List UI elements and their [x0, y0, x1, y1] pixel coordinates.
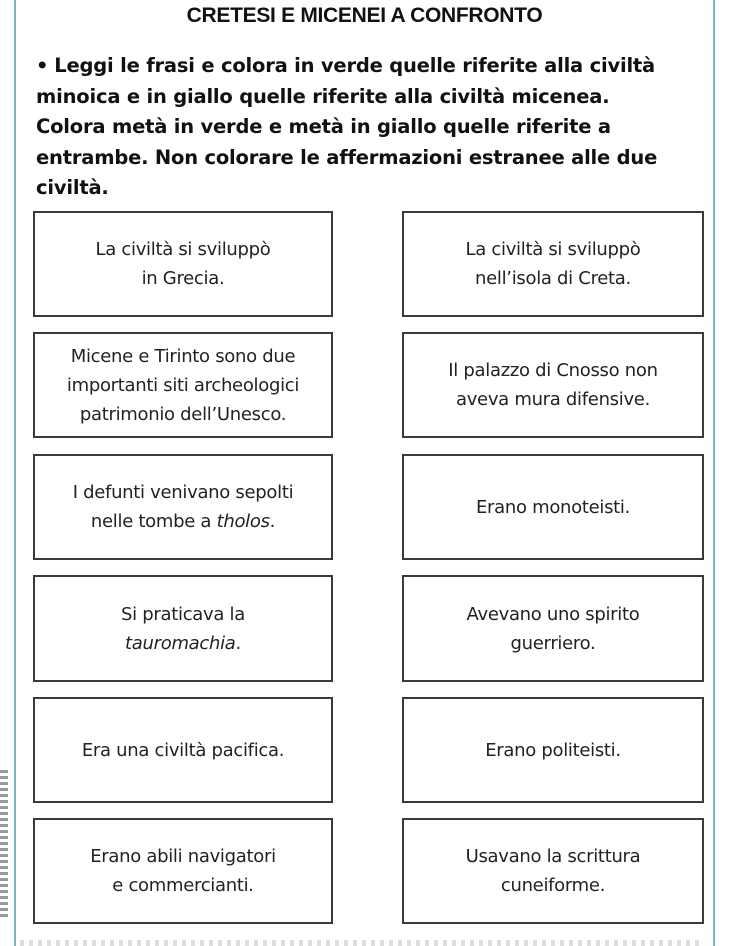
statement-card-polytheists[interactable]: [402, 697, 704, 803]
statement-card-knossos-walls[interactable]: [402, 332, 704, 438]
edge-print-mark: [0, 770, 8, 920]
bottom-edge-strip: [20, 940, 700, 946]
instructions: [36, 51, 704, 204]
card-text-italic: tholos: [216, 511, 270, 532]
statement-card-crete[interactable]: [402, 211, 704, 317]
card-text: .: [235, 632, 241, 654]
card-text: Erano abili navigatori: [90, 846, 276, 867]
card-text: Si praticava la: [121, 603, 245, 625]
statement-card-cuneiform[interactable]: [402, 818, 704, 924]
instructions-line-5: civiltà.: [36, 176, 109, 199]
page-frame-left: [14, 0, 16, 946]
statement-card-greece[interactable]: [33, 211, 333, 317]
instructions-line-4: entrambe. Non colorare le affermazioni estranee alle due: [36, 145, 658, 169]
card-text: Micene e Tirinto sono due: [70, 345, 296, 367]
card-text: in Grecia.: [141, 268, 225, 289]
card-text: guerriero.: [510, 632, 596, 654]
statement-card-unesco-sites[interactable]: [33, 332, 333, 438]
card-text: La civiltà si sviluppò: [465, 239, 641, 260]
card-text: patrimonio dell’Unesco.: [79, 403, 287, 425]
worksheet-title: CRETESI E MICENEI A CONFRONTO: [186, 4, 543, 27]
card-text-line: [73, 507, 294, 536]
card-text: importanti siti archeologici: [66, 374, 300, 396]
statement-card-warrior-spirit[interactable]: [402, 575, 704, 682]
instructions-line-2: minoica e in giallo quelle riferite alla civiltà micenea.: [36, 84, 610, 108]
card-text: nelle tombe a: [90, 511, 217, 532]
card-text-italic: tauromachia: [125, 632, 236, 654]
card-text: cuneiforme.: [500, 875, 606, 896]
card-text: Erano monoteisti.: [475, 496, 631, 518]
card-text: e commercianti.: [112, 875, 254, 896]
card-text: Era una civiltà pacifica.: [81, 739, 285, 761]
card-text: Avevano uno spirito: [466, 603, 640, 625]
card-text: aveva mura difensive.: [455, 389, 650, 410]
instructions-line-1: • Leggi le frasi e colora in verde quelle riferite alla civiltà: [36, 54, 655, 77]
card-text: Usavano la scrittura: [465, 846, 641, 867]
card-text: Il palazzo di Cnosso non: [448, 360, 658, 381]
statement-card-bull-leaping[interactable]: [33, 575, 333, 682]
card-text-line: [121, 629, 245, 658]
card-text: .: [269, 511, 276, 532]
card-text: nell’isola di Creta.: [475, 268, 631, 289]
statement-card-navigators[interactable]: [33, 818, 333, 924]
bullet-icon: •: [36, 54, 49, 77]
statement-card-tholos[interactable]: [33, 454, 333, 560]
statement-card-monotheists[interactable]: [402, 454, 704, 560]
card-text: I defunti venivano sepolti: [72, 482, 294, 503]
statement-card-peaceful[interactable]: [33, 697, 333, 803]
page-frame-right: [713, 0, 715, 946]
instructions-line-3: Colora metà in verde e metà in giallo quelle riferite a: [36, 115, 611, 138]
card-text: La civiltà si sviluppò: [95, 239, 271, 260]
card-text: Erano politeisti.: [485, 739, 621, 761]
